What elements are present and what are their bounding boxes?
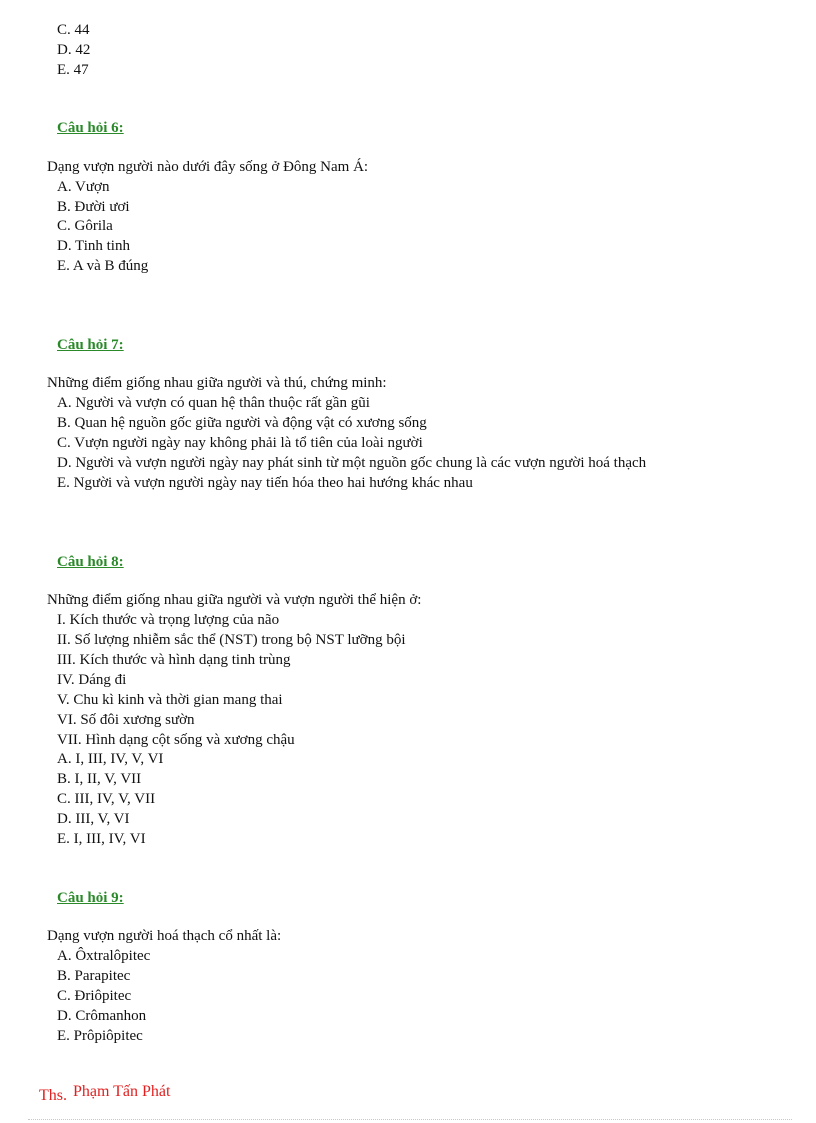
- question-6-option-e: E. A và B đúng: [57, 258, 149, 274]
- footer-title-prefix: Ths.: [39, 1087, 67, 1104]
- question-6-option-c: C. Gôrila: [57, 218, 113, 234]
- question-7-option-d: D. Người và vượn người ngày nay phát sinh từ một nguồn gốc chung là các vượn người hoá thạch: [57, 455, 647, 471]
- question-7-option-c: C. Vượn người ngày nay không phải là tổ tiên của loài người: [57, 435, 423, 451]
- question-7-heading: Câu hỏi 7:: [57, 337, 124, 353]
- question-8-stem: Những điểm giống nhau giữa người và vượn người thể hiện ở:: [47, 592, 422, 608]
- question-8-option-c: C. III, IV, V, VII: [57, 791, 156, 807]
- question-6-stem: Dạng vượn người nào dưới đây sống ở Đông Nam Á:: [47, 159, 369, 175]
- question-8-statement-4: IV. Dáng đi: [57, 672, 127, 688]
- question-8-statement-2: II. Số lượng nhiễm sắc thể (NST) trong bộ NST lưỡng bội: [57, 632, 406, 648]
- question-9-option-e: E. Prôpiôpitec: [57, 1028, 143, 1044]
- question-8-statement-3: III. Kích thước và hình dạng tinh trùng: [57, 652, 291, 668]
- question-8-heading: Câu hỏi 8:: [57, 554, 124, 570]
- prev-option-d: D. 42: [57, 42, 91, 58]
- question-8-option-e: E. I, III, IV, VI: [57, 831, 146, 847]
- footer-author-name: Phạm Tấn Phát: [73, 1083, 171, 1100]
- question-7-option-b: B. Quan hệ nguồn gốc giữa người và động vật có xương sống: [57, 415, 427, 431]
- question-9-option-a: A. Ôxtralôpitec: [57, 948, 151, 964]
- footer-divider: [28, 1119, 792, 1120]
- question-7-option-a: A. Người và vượn có quan hệ thân thuộc rất gần gũi: [57, 395, 370, 411]
- question-8-option-b: B. I, II, V, VII: [57, 771, 142, 787]
- question-6-option-a: A. Vượn: [57, 179, 110, 195]
- question-8-statement-1: I. Kích thước và trọng lượng của não: [57, 612, 280, 628]
- question-9-stem: Dạng vượn người hoá thạch cổ nhất là:: [47, 928, 282, 944]
- prev-option-c: C. 44: [57, 22, 90, 38]
- question-8-option-a: A. I, III, IV, V, VI: [57, 751, 164, 767]
- question-8-option-d: D. III, V, VI: [57, 811, 130, 827]
- question-7-stem: Những điểm giống nhau giữa người và thú, chứng minh:: [47, 375, 387, 391]
- question-8-statement-7: VII. Hình dạng cột sống và xương chậu: [57, 732, 295, 748]
- question-6-heading: Câu hỏi 6:: [57, 120, 124, 136]
- question-7-option-e: E. Người và vượn người ngày nay tiến hóa theo hai hướng khác nhau: [57, 475, 473, 491]
- question-8-statement-5: V. Chu kì kinh và thời gian mang thai: [57, 692, 283, 708]
- question-6-option-d: D. Tinh tinh: [57, 238, 130, 254]
- question-6-option-b: B. Đười ươi: [57, 199, 130, 215]
- question-9-heading: Câu hỏi 9:: [57, 890, 124, 906]
- prev-option-e: E. 47: [57, 62, 89, 78]
- question-8-statement-6: VI. Số đôi xương sườn: [57, 712, 195, 728]
- question-9-option-d: D. Crômanhon: [57, 1008, 147, 1024]
- question-9-option-b: B. Parapitec: [57, 968, 131, 984]
- question-9-option-c: C. Đriôpitec: [57, 988, 132, 1004]
